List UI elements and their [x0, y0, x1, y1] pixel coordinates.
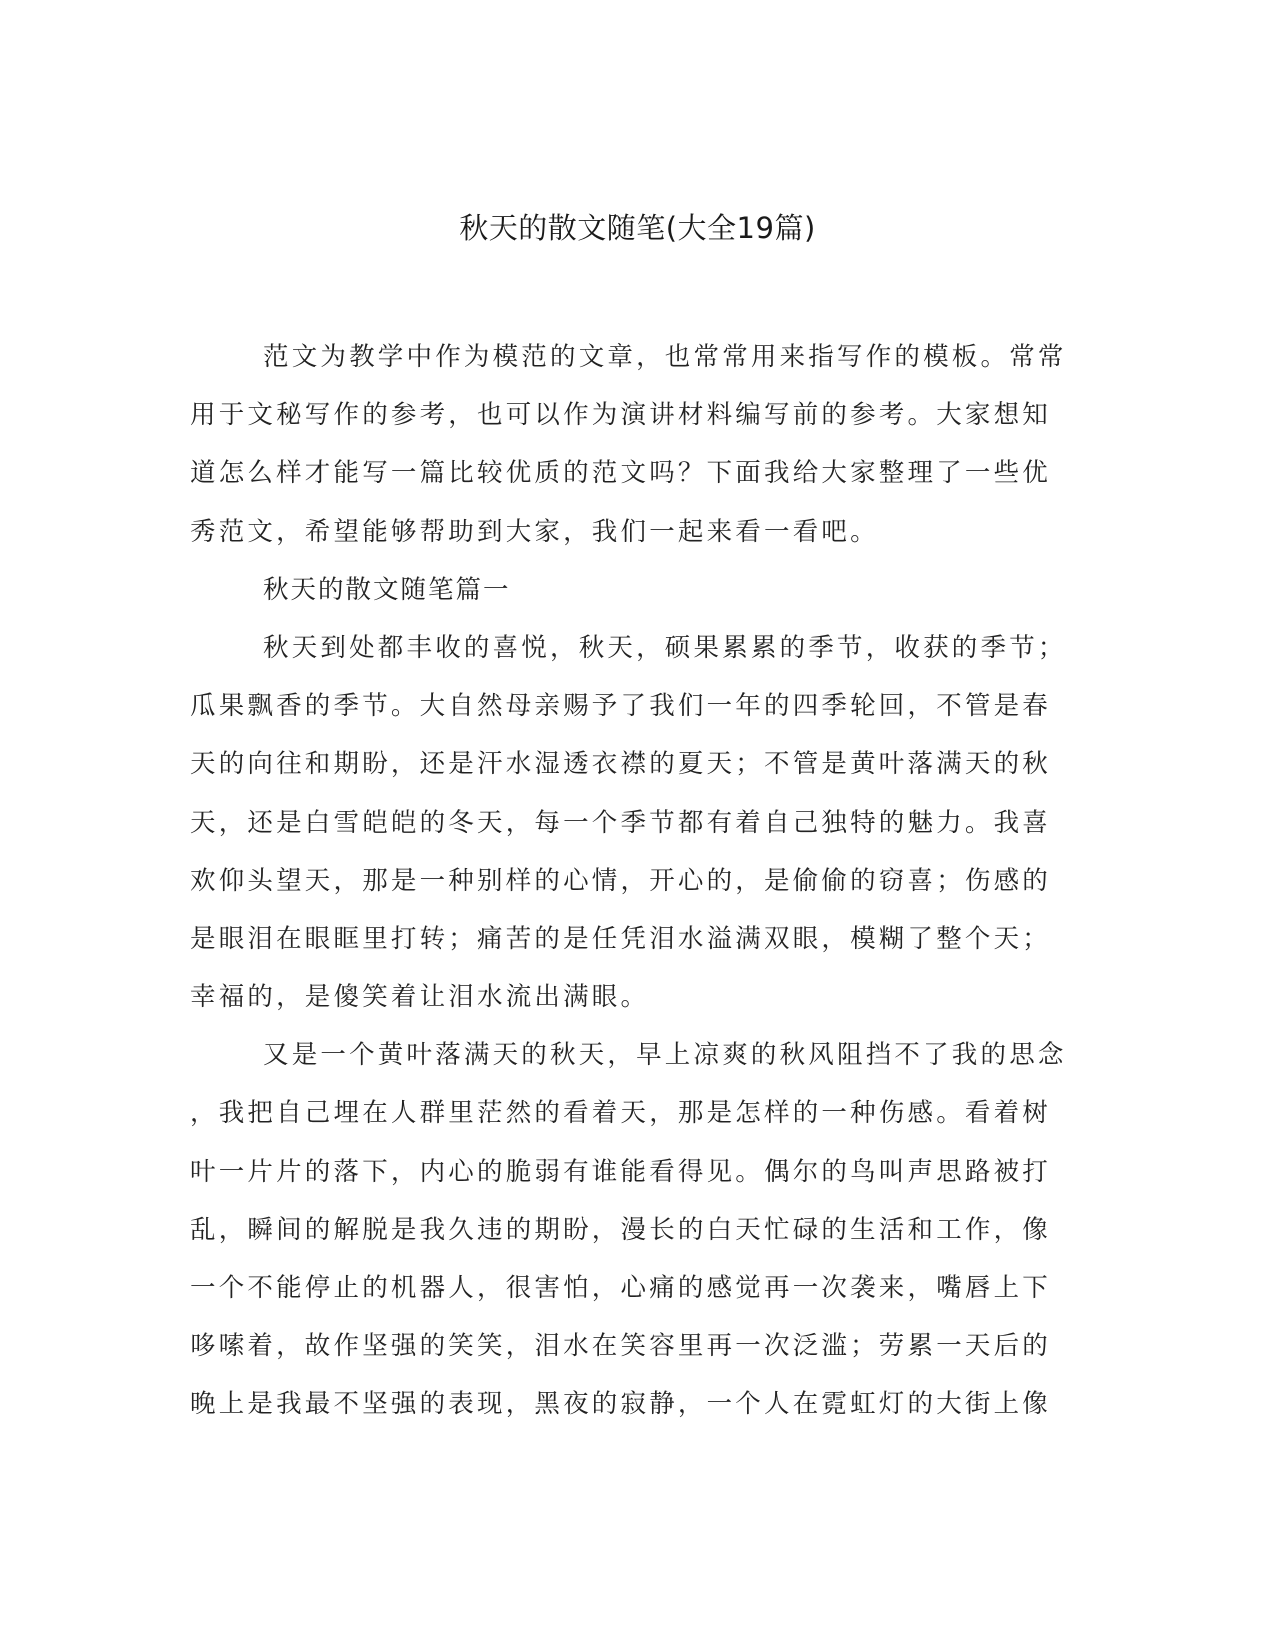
- document-body: [190, 328, 1075, 1434]
- paragraph-line: 天的向往和期盼，还是汗水湿透衣襟的夏天；不管是黄叶落满天的秋: [190, 749, 1052, 780]
- paragraph-line: ，我把自己埋在人群里茫然的看着天，那是怎样的一种伤感。看着树: [190, 1098, 1052, 1129]
- paragraph-line: 晚上是我最不坚强的表现，黑夜的寂静，一个人在霓虹灯的大街上像: [190, 1389, 1052, 1420]
- paragraph-line: 秀范文，希望能够帮助到大家，我们一起来看一看吧。: [190, 516, 879, 547]
- paragraph-line: 用于文秘写作的参考，也可以作为演讲材料编写前的参考。大家想知: [190, 400, 1052, 431]
- paragraph-line: 秋天到处都丰收的喜悦，秋天，硕果累累的季节，收获的季节；: [263, 632, 1067, 663]
- paragraph-line: 道怎么样才能写一篇比较优质的范文吗？下面我给大家整理了一些优: [190, 458, 1052, 489]
- paragraph-line: 乱，瞬间的解脱是我久违的期盼，漫长的白天忙碌的生活和工作，像: [190, 1214, 1052, 1245]
- paragraph-line: 欢仰头望天，那是一种别样的心情，开心的，是偷偷的窃喜；伤感的: [190, 865, 1052, 896]
- paragraph-line: 哆嗦着，故作坚强的笑笑，泪水在笑容里再一次泛滥；劳累一天后的: [190, 1331, 1052, 1362]
- document-title: 秋天的散文随笔(大全19篇): [459, 211, 816, 245]
- paragraph-line: 瓜果飘香的季节。大自然母亲赐予了我们一年的四季轮回，不管是春: [190, 691, 1052, 722]
- section-heading: 秋天的散文随笔篇一: [263, 574, 511, 605]
- paragraph-line: 幸福的，是傻笑着让泪水流出满眼。: [190, 982, 650, 1013]
- paragraph-line: 又是一个黄叶落满天的秋天，早上凉爽的秋风阻挡不了我的思念: [263, 1040, 1067, 1071]
- paragraph-line: 一个不能停止的机器人，很害怕，心痛的感觉再一次袭来，嘴唇上下: [190, 1273, 1052, 1303]
- paragraph-line: 是眼泪在眼眶里打转；痛苦的是任凭泪水溢满双眼，模糊了整个天；: [190, 923, 1052, 954]
- paragraph-line: 范文为教学中作为模范的文章，也常常用来指写作的模板。常常: [263, 342, 1067, 372]
- paragraph-line: 天，还是白雪皑皑的冬天，每一个季节都有着自己独特的魅力。我喜: [190, 807, 1052, 838]
- paragraph-line: 叶一片片的落下，内心的脆弱有谁能看得见。偶尔的鸟叫声思路被打: [190, 1156, 1052, 1187]
